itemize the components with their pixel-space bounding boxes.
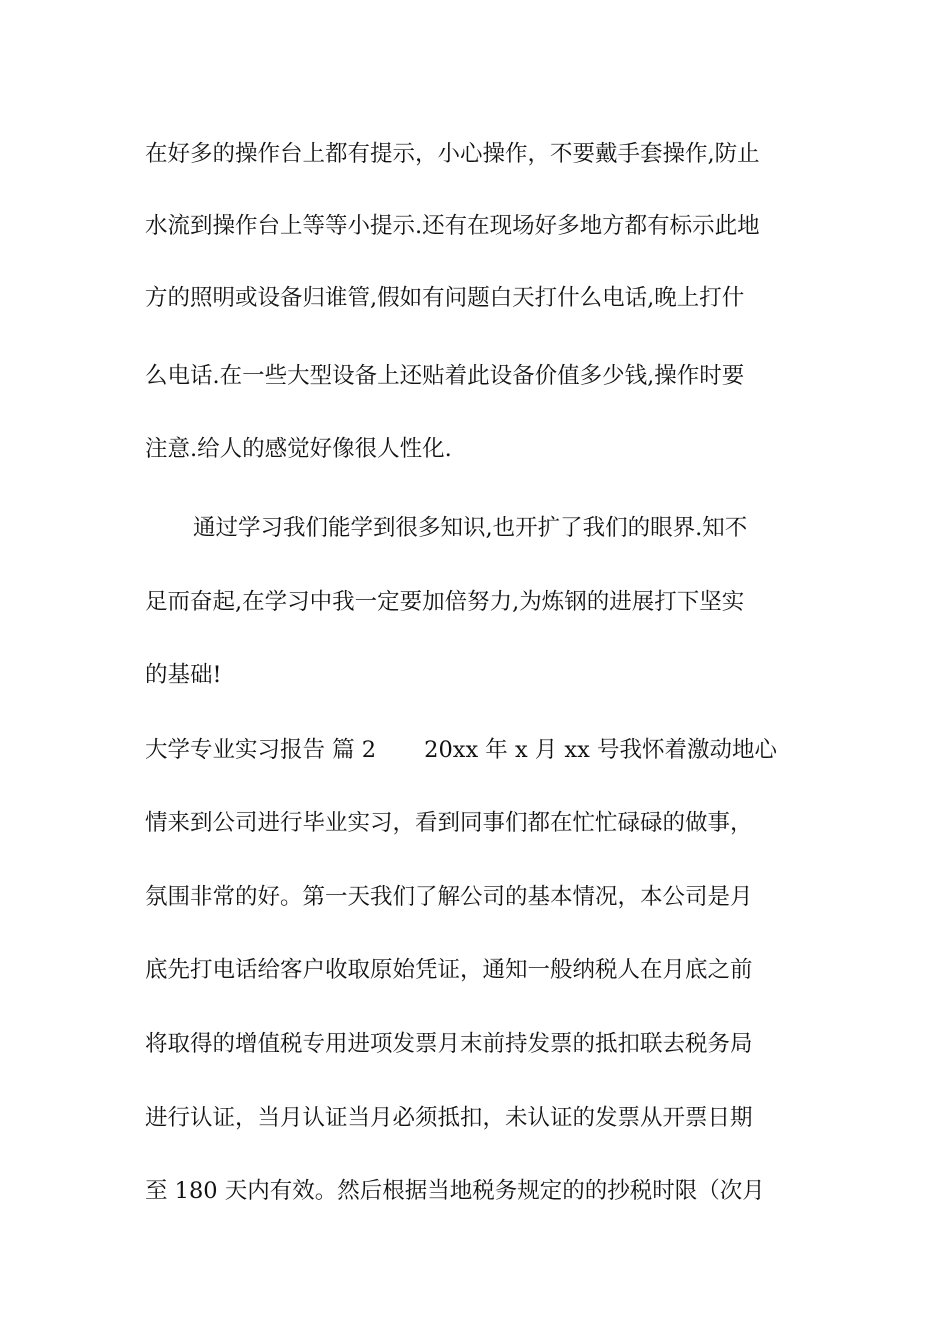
text-line: 氛围非常的好。第一天我们了解公司的基本情况，本公司是月 — [145, 884, 753, 910]
section-heading: 大学专业实习报告 篇 2 — [145, 737, 377, 763]
section-heading-row — [145, 730, 815, 770]
text-line: 至 180 天内有效。然后根据当地税务规定的的抄税时限（次月 — [145, 1178, 765, 1204]
section-first-line: 20xx 年 x 月 xx 号我怀着激动地心 — [424, 737, 777, 763]
text-line: 将取得的增值税专用进项发票月末前持发票的抵扣联去税务局 — [145, 1031, 753, 1057]
text-line: 底先打电话给客户收取原始凭证，通知一般纳税人在月底之前 — [145, 957, 753, 983]
text-line: 情来到公司进行毕业实习，看到同事们都在忙忙碌碌的做事， — [145, 810, 753, 836]
text-line: 注意.给人的感觉好像很人性化. — [145, 436, 452, 462]
text-line: 的基础! — [145, 662, 222, 688]
text-line: 足而奋起,在学习中我一定要加倍努力,为炼钢的进展打下坚实 — [145, 589, 745, 615]
text-line: 方的照明或设备归谁管,假如有问题白天打什么电话,晚上打什 — [145, 285, 745, 311]
text-line: 水流到操作台上等等小提示.还有在现场好多地方都有标示此地 — [145, 213, 760, 239]
text-line: 通过学习我们能学到很多知识,也开扩了我们的眼界.知不 — [193, 515, 748, 541]
text-line: 么电话.在一些大型设备上还贴着此设备价值多少钱,操作时要 — [145, 363, 745, 389]
text-line: 进行认证，当月认证当月必须抵扣，未认证的发票从开票日期 — [145, 1105, 753, 1131]
text-line: 在好多的操作台上都有提示，小心操作，不要戴手套操作,防止 — [145, 141, 760, 167]
